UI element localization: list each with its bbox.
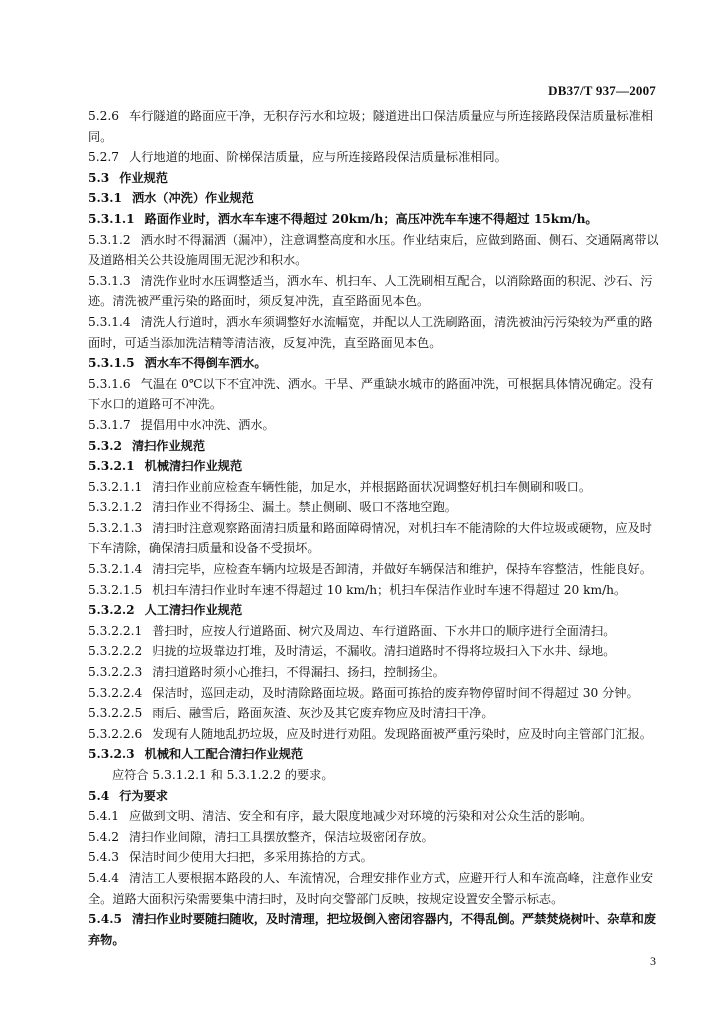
clause-5-3-1-6: 5.3.1.6 气温在 0℃以下不宜冲洗、洒水。干旱、严重缺水城市的路面冲洗，可根据具体情况确定。没有下水口的道路可不冲洗。 bbox=[88, 376, 654, 412]
clause-5-2-6: 5.2.6 车行隧道的路面应干净，无积存污水和垃圾；隧道进出口保洁质量应与所连接路段保洁质量标准相同。 bbox=[88, 109, 654, 144]
clause-5-3-2-2-1: 5.3.2.2.1 普扫时，应按人行道路面、树穴及周边、车行道路面、下水井口的顺序进行全面清扫。 bbox=[88, 623, 616, 638]
clause-5-3-2-2-2: 5.3.2.2.2 归拢的垃圾靠边打堆，及时清运，不漏收。清扫道路时不得将垃圾扫入下水井、绿地。 bbox=[88, 644, 616, 659]
section-heading-5-3: 5.3 作业规范 bbox=[88, 170, 168, 185]
clause-5-3-2-2-5: 5.3.2.2.5 雨后、融雪后，路面灰渣、灰沙及其它废弃物应及时清扫干净。 bbox=[88, 706, 494, 721]
clause-5-3-1-1: 5.3.1.1 路面作业时，洒水车车速不得超过 20km/h；高压冲洗车车速不得超过 15km/h。 bbox=[88, 211, 598, 226]
clause-5-3-1-2: 5.3.1.2 洒水时不得漏洒（漏冲），注意调整高度和水压。作业结束后，应做到路面、侧石、交通隔离带以及道路相关公共设施周围无泥沙和积水。 bbox=[88, 232, 659, 268]
document-body bbox=[88, 106, 660, 950]
clause-5-4-4: 5.4.4 清洁工人要根据本路段的人、车流情况，合理安排作业方式，应避开行人和车流高峰，注意作业安全。道路大面积污染需要集中清扫时，及时向交警部门反映，按规定设置安全警示标志。 bbox=[88, 870, 654, 906]
clause-5-3-1-3: 5.3.1.3 清洗作业时水压调整适当，洒水车、机扫车、人工洗刷相互配合，以消除路面的积泥、沙石、污迹。清洗被严重污染的路面时，须反复冲洗，直至路面见本色。 bbox=[88, 273, 653, 309]
section-heading-5-3-2-3: 5.3.2.3 机械和人工配合清扫作业规范 bbox=[88, 747, 304, 762]
clause-5-3-1-5: 5.3.1.5 洒水车不得倒车洒水。 bbox=[88, 356, 267, 371]
page-number: 3 bbox=[650, 954, 656, 968]
section-heading-5-3-1: 5.3.1 洒水（冲洗）作业规范 bbox=[88, 191, 254, 206]
clause-5-3-2-2-6: 5.3.2.2.6 发现有人随地乱扔垃圾，应及时进行劝阻。发现路面被严重污染时，应及时向主管部门汇报。 bbox=[88, 726, 652, 741]
section-heading-5-3-2: 5.3.2 清扫作业规范 bbox=[88, 438, 206, 453]
clause-5-3-2-3-body: 应符合 5.3.1.2.1 和 5.3.1.2.2 的要求。 bbox=[112, 768, 334, 782]
clause-5-4-2: 5.4.2 清扫作业间隙，清扫工具摆放整齐，保洁垃圾密闭存放。 bbox=[88, 829, 434, 844]
standard-number-header: DB37/T 937—2007 bbox=[548, 83, 656, 98]
clause-5-2-7: 5.2.7 人行地道的地面、阶梯保洁质量，应与所连接路段保洁质量标准相同。 bbox=[88, 150, 507, 165]
clause-5-4-3: 5.4.3 保洁时间少使用大扫把，多采用拣拾的方式。 bbox=[88, 850, 373, 865]
clause-5-3-2-1-2: 5.3.2.1.2 清扫作业不得扬尘、漏土。禁止侧刷、吸口不落地空跑。 bbox=[88, 500, 457, 515]
clause-5-3-1-7: 5.3.1.7 提倡用中水冲洗、洒水。 bbox=[88, 417, 275, 432]
clause-5-3-2-1-3: 5.3.2.1.3 清扫时注意观察路面清扫质量和路面障碍情况，对机扫车不能清除的大件垃圾或硬物，应及时下车清除，确保清扫质量和设备不受损坏。 bbox=[88, 520, 652, 556]
clause-5-3-2-2-3: 5.3.2.2.3 清扫道路时须小心推扫，不得漏扫、扬扫，控制扬尘。 bbox=[88, 665, 445, 680]
section-heading-5-3-2-2: 5.3.2.2 人工清扫作业规范 bbox=[88, 603, 243, 618]
clause-5-4-5: 5.4.5 清扫作业时要随扫随收，及时清理，把垃圾倒入密闭容器内，不得乱倒。严禁焚烧树叶、杂草和废弃物。 bbox=[88, 912, 656, 947]
section-heading-5-3-2-1: 5.3.2.1 机械清扫作业规范 bbox=[88, 459, 243, 474]
clause-5-3-2-2-4: 5.3.2.2.4 保洁时，巡回走动，及时清除路面垃圾。路面可拣拾的废弃物停留时间不得超过 30 分钟。 bbox=[88, 685, 639, 700]
clause-5-4-1: 5.4.1 应做到文明、清洁、安全和有序，最大限度地减少对环境的污染和对公众生活的影响。 bbox=[88, 809, 593, 824]
clause-5-3-1-4: 5.3.1.4 清洗人行道时，洒水车须调整好水流幅宽，并配以人工洗刷路面，清洗被油污污染较为严重的路面时，可适当添加洗洁精等清洁液，反复冲洗，直至路面见本色。 bbox=[88, 314, 653, 350]
clause-5-3-2-1-1: 5.3.2.1.1 清扫作业前应检查车辆性能，加足水，并根据路面状况调整好机扫车侧刷和吸口。 bbox=[88, 479, 592, 494]
clause-5-3-2-1-4: 5.3.2.1.4 清扫完毕，应检查车辆内垃圾是否卸清，并做好车辆保洁和维护，保持车容整洁，性能良好。 bbox=[88, 562, 652, 577]
clause-5-3-2-1-5: 5.3.2.1.5 机扫车清扫作业时车速不得超过 10 km/h；机扫车保洁作业时车速不得超过 20 km/h。 bbox=[88, 582, 627, 597]
section-heading-5-4: 5.4 行为要求 bbox=[88, 788, 168, 803]
